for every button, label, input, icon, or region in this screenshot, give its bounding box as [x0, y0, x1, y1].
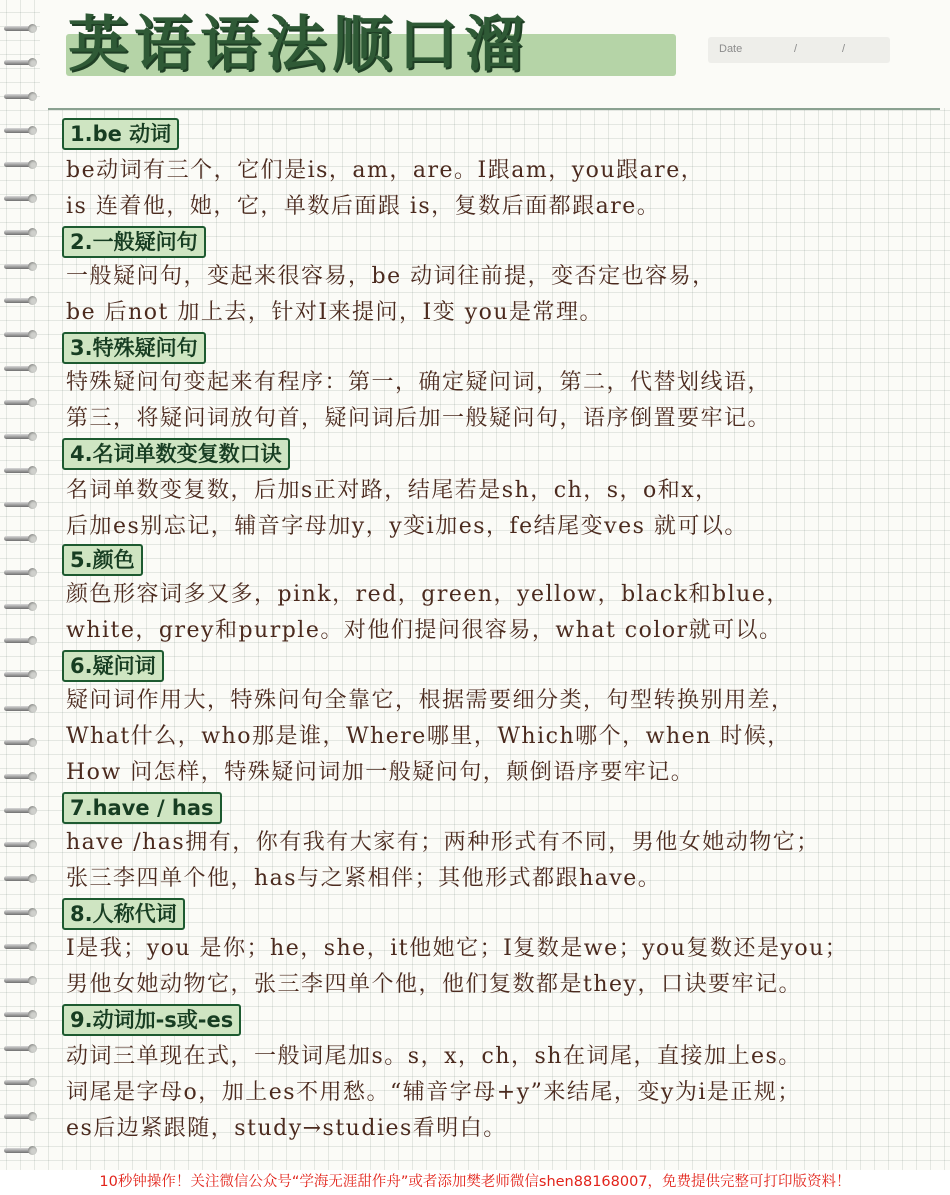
- spiral-ring: [4, 634, 34, 648]
- body-line: 词尾是字母o，加上es不用愁。“辅音字母+y”来结尾，变y为i是正规；: [66, 1080, 801, 1105]
- spiral-ring: [4, 464, 34, 478]
- spiral-ring: [4, 1008, 34, 1022]
- body-line: 男他女她动物它，张三李四单个他，他们复数都是they，口诀要牢记。: [66, 972, 802, 997]
- spiral-ring: [4, 430, 34, 444]
- section-heading: 6.疑问词: [62, 650, 164, 682]
- spiral-ring: [4, 1076, 34, 1090]
- spiral-ring: [4, 600, 34, 614]
- section-heading: 3.特殊疑问句: [62, 332, 206, 364]
- spiral-ring: [4, 294, 34, 308]
- spiral-ring: [4, 1144, 34, 1158]
- promo-footer: 10秒钟操作！关注微信公众号“学海无涯甜作舟”或者添加樊老师微信shen88168007，免费提供完整可打印版资料！: [0, 1170, 950, 1195]
- spiral-ring: [4, 872, 34, 886]
- spiral-ring: [4, 124, 34, 138]
- section-heading: 8.人称代词: [62, 898, 185, 930]
- date-separator: /: [794, 43, 798, 55]
- date-separator: /: [842, 43, 846, 55]
- spiral-ring: [4, 56, 34, 70]
- spiral-ring: [4, 940, 34, 954]
- spiral-ring: [4, 396, 34, 410]
- spiral-ring: [4, 90, 34, 104]
- spiral-ring: [4, 532, 34, 546]
- body-line: 一般疑问句，变起来很容易，be 动词往前提，变否定也容易，: [66, 264, 716, 289]
- section-heading: 4.名词单数变复数口诀: [62, 438, 290, 470]
- body-line: 疑问词作用大，特殊问句全靠它，根据需要细分类，句型转换别用差，: [66, 688, 795, 713]
- spiral-ring: [4, 498, 34, 512]
- spiral-ring: [4, 736, 34, 750]
- spiral-ring: [4, 22, 34, 36]
- section-heading: 7.have / has: [62, 792, 222, 824]
- spiral-ring: [4, 226, 34, 240]
- spiral-binding: [0, 0, 44, 1160]
- date-field: [708, 37, 890, 63]
- spiral-ring: [4, 804, 34, 818]
- body-line: How 问怎样，特殊疑问词加一般疑问句，颠倒语序要牢记。: [66, 760, 695, 785]
- body-line: 第三，将疑问词放句首，疑问词后加一般疑问句，语序倒置要牢记。: [66, 406, 772, 431]
- spiral-ring: [4, 1110, 34, 1124]
- body-line: be 后not 加上去，针对I来提问，I变 you是常理。: [66, 300, 604, 325]
- spiral-ring: [4, 974, 34, 988]
- section-heading: 2.一般疑问句: [62, 226, 206, 258]
- body-line: 颜色形容词多又多，pink，red，green，yellow，black和blue，: [66, 582, 790, 607]
- body-line: 后加es别忘记，辅音字母加y，y变i加es，fe结尾变ves 就可以。: [66, 514, 748, 539]
- date-label: Date: [719, 43, 743, 55]
- body-line: What什么，who那是谁，Where哪里，Which哪个，when 时候，: [66, 724, 791, 749]
- spiral-ring: [4, 770, 34, 784]
- body-line: 动词三单现在式，一般词尾加s。s，x，ch，sh在词尾，直接加上es。: [66, 1044, 802, 1069]
- section-heading: 1.be 动词: [62, 118, 179, 150]
- spiral-ring: [4, 702, 34, 716]
- body-line: es后边紧跟随，study→studies看明白。: [66, 1116, 507, 1141]
- spiral-ring: [4, 260, 34, 274]
- body-line: 张三李四单个他，has与之紧相伴；其他形式都跟have。: [66, 866, 662, 891]
- body-line: 名词单数变复数，后加s正对路，结尾若是sh，ch，s，o和x，: [66, 478, 719, 503]
- page-title: 英语语法顺口溜: [68, 10, 530, 80]
- spiral-ring: [4, 362, 34, 376]
- header-divider: [48, 108, 940, 110]
- section-heading: 5.颜色: [62, 544, 143, 576]
- body-line: have /has拥有，你有我有大家有；两种形式有不同，男他女她动物它；: [66, 830, 820, 855]
- body-line: be动词有三个，它们是is，am，are。I跟am，you跟are，: [66, 158, 705, 183]
- spiral-ring: [4, 838, 34, 852]
- body-line: white，grey和purple。对他们提问很容易，what color就可以。: [66, 618, 783, 643]
- spiral-ring: [4, 566, 34, 580]
- spiral-ring: [4, 158, 34, 172]
- section-heading: 9.动词加-s或-es: [62, 1004, 241, 1036]
- body-line: 特殊疑问句变起来有程序：第一，确定疑问词，第二，代替划线语，: [66, 370, 772, 395]
- spiral-ring: [4, 328, 34, 342]
- spiral-ring: [4, 668, 34, 682]
- spiral-ring: [4, 1042, 34, 1056]
- spiral-ring: [4, 906, 34, 920]
- body-line: is 连着他，她，它，单数后面跟 is，复数后面都跟are。: [66, 194, 661, 219]
- body-line: I是我；you 是你；he，she，it他她它；I复数是we；you复数还是you；: [66, 936, 849, 961]
- spiral-ring: [4, 192, 34, 206]
